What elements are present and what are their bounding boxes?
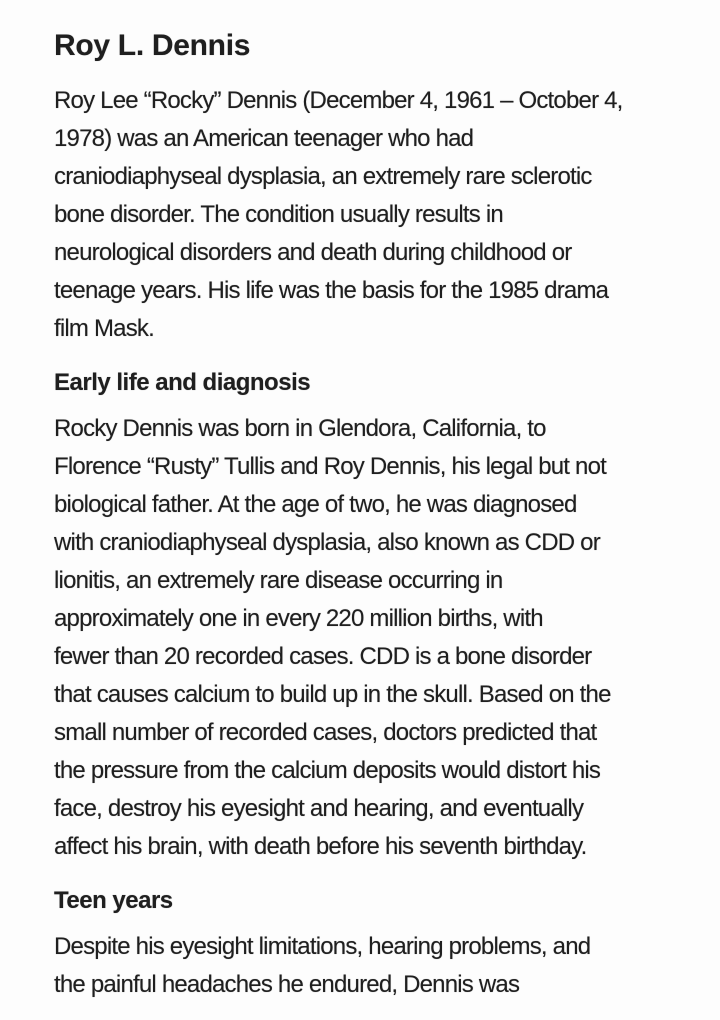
text-line: neurological disorders and death during childhood or (54, 239, 572, 266)
paragraph-teen-years (54, 928, 666, 1004)
text-line: small number of recorded cases, doctors predicted that (54, 719, 597, 746)
section-heading-early-life: Early life and diagnosis (54, 369, 311, 396)
text-line: film Mask. (54, 315, 155, 342)
text-line: approximately one in every 220 million births, with (54, 605, 543, 632)
text-line: craniodiaphyseal dysplasia, an extremely rare sclerotic (54, 163, 592, 190)
document-title: Roy L. Dennis (54, 29, 251, 62)
text-line: Rocky Dennis was born in Glendora, California, to (54, 415, 546, 442)
text-line: biological father. At the age of two, he was diagnosed (54, 491, 577, 518)
text-line: teenage years. His life was the basis for the 1985 drama (54, 277, 609, 304)
text-line: affect his brain, with death before his seventh birthday. (54, 833, 587, 860)
text-line: that causes calcium to build up in the skull. Based on the (54, 681, 611, 708)
text-line: Florence “Rusty” Tullis and Roy Dennis, his legal but not (54, 453, 607, 480)
text-line: Despite his eyesight limitations, hearing problems, and (54, 933, 591, 960)
paragraph-intro (54, 82, 666, 348)
text-line: bone disorder. The condition usually results in (54, 201, 503, 228)
text-line: face, destroy his eyesight and hearing, and eventually (54, 795, 584, 822)
text-line: lionitis, an extremely rare disease occurring in (54, 567, 503, 594)
text-line: 1978) was an American teenager who had (54, 125, 474, 152)
text-line: fewer than 20 recorded cases. CDD is a bone disorder (54, 643, 592, 670)
text-line: with craniodiaphyseal dysplasia, also known as CDD or (54, 529, 600, 556)
text-line: the painful headaches he endured, Dennis was (54, 971, 520, 998)
section-heading-teen-years: Teen years (54, 887, 173, 914)
text-line: the pressure from the calcium deposits would distort his (54, 757, 601, 784)
text-line: Roy Lee “Rocky” Dennis (December 4, 1961 – October 4, (54, 87, 623, 114)
paragraph-early-life (54, 410, 666, 866)
